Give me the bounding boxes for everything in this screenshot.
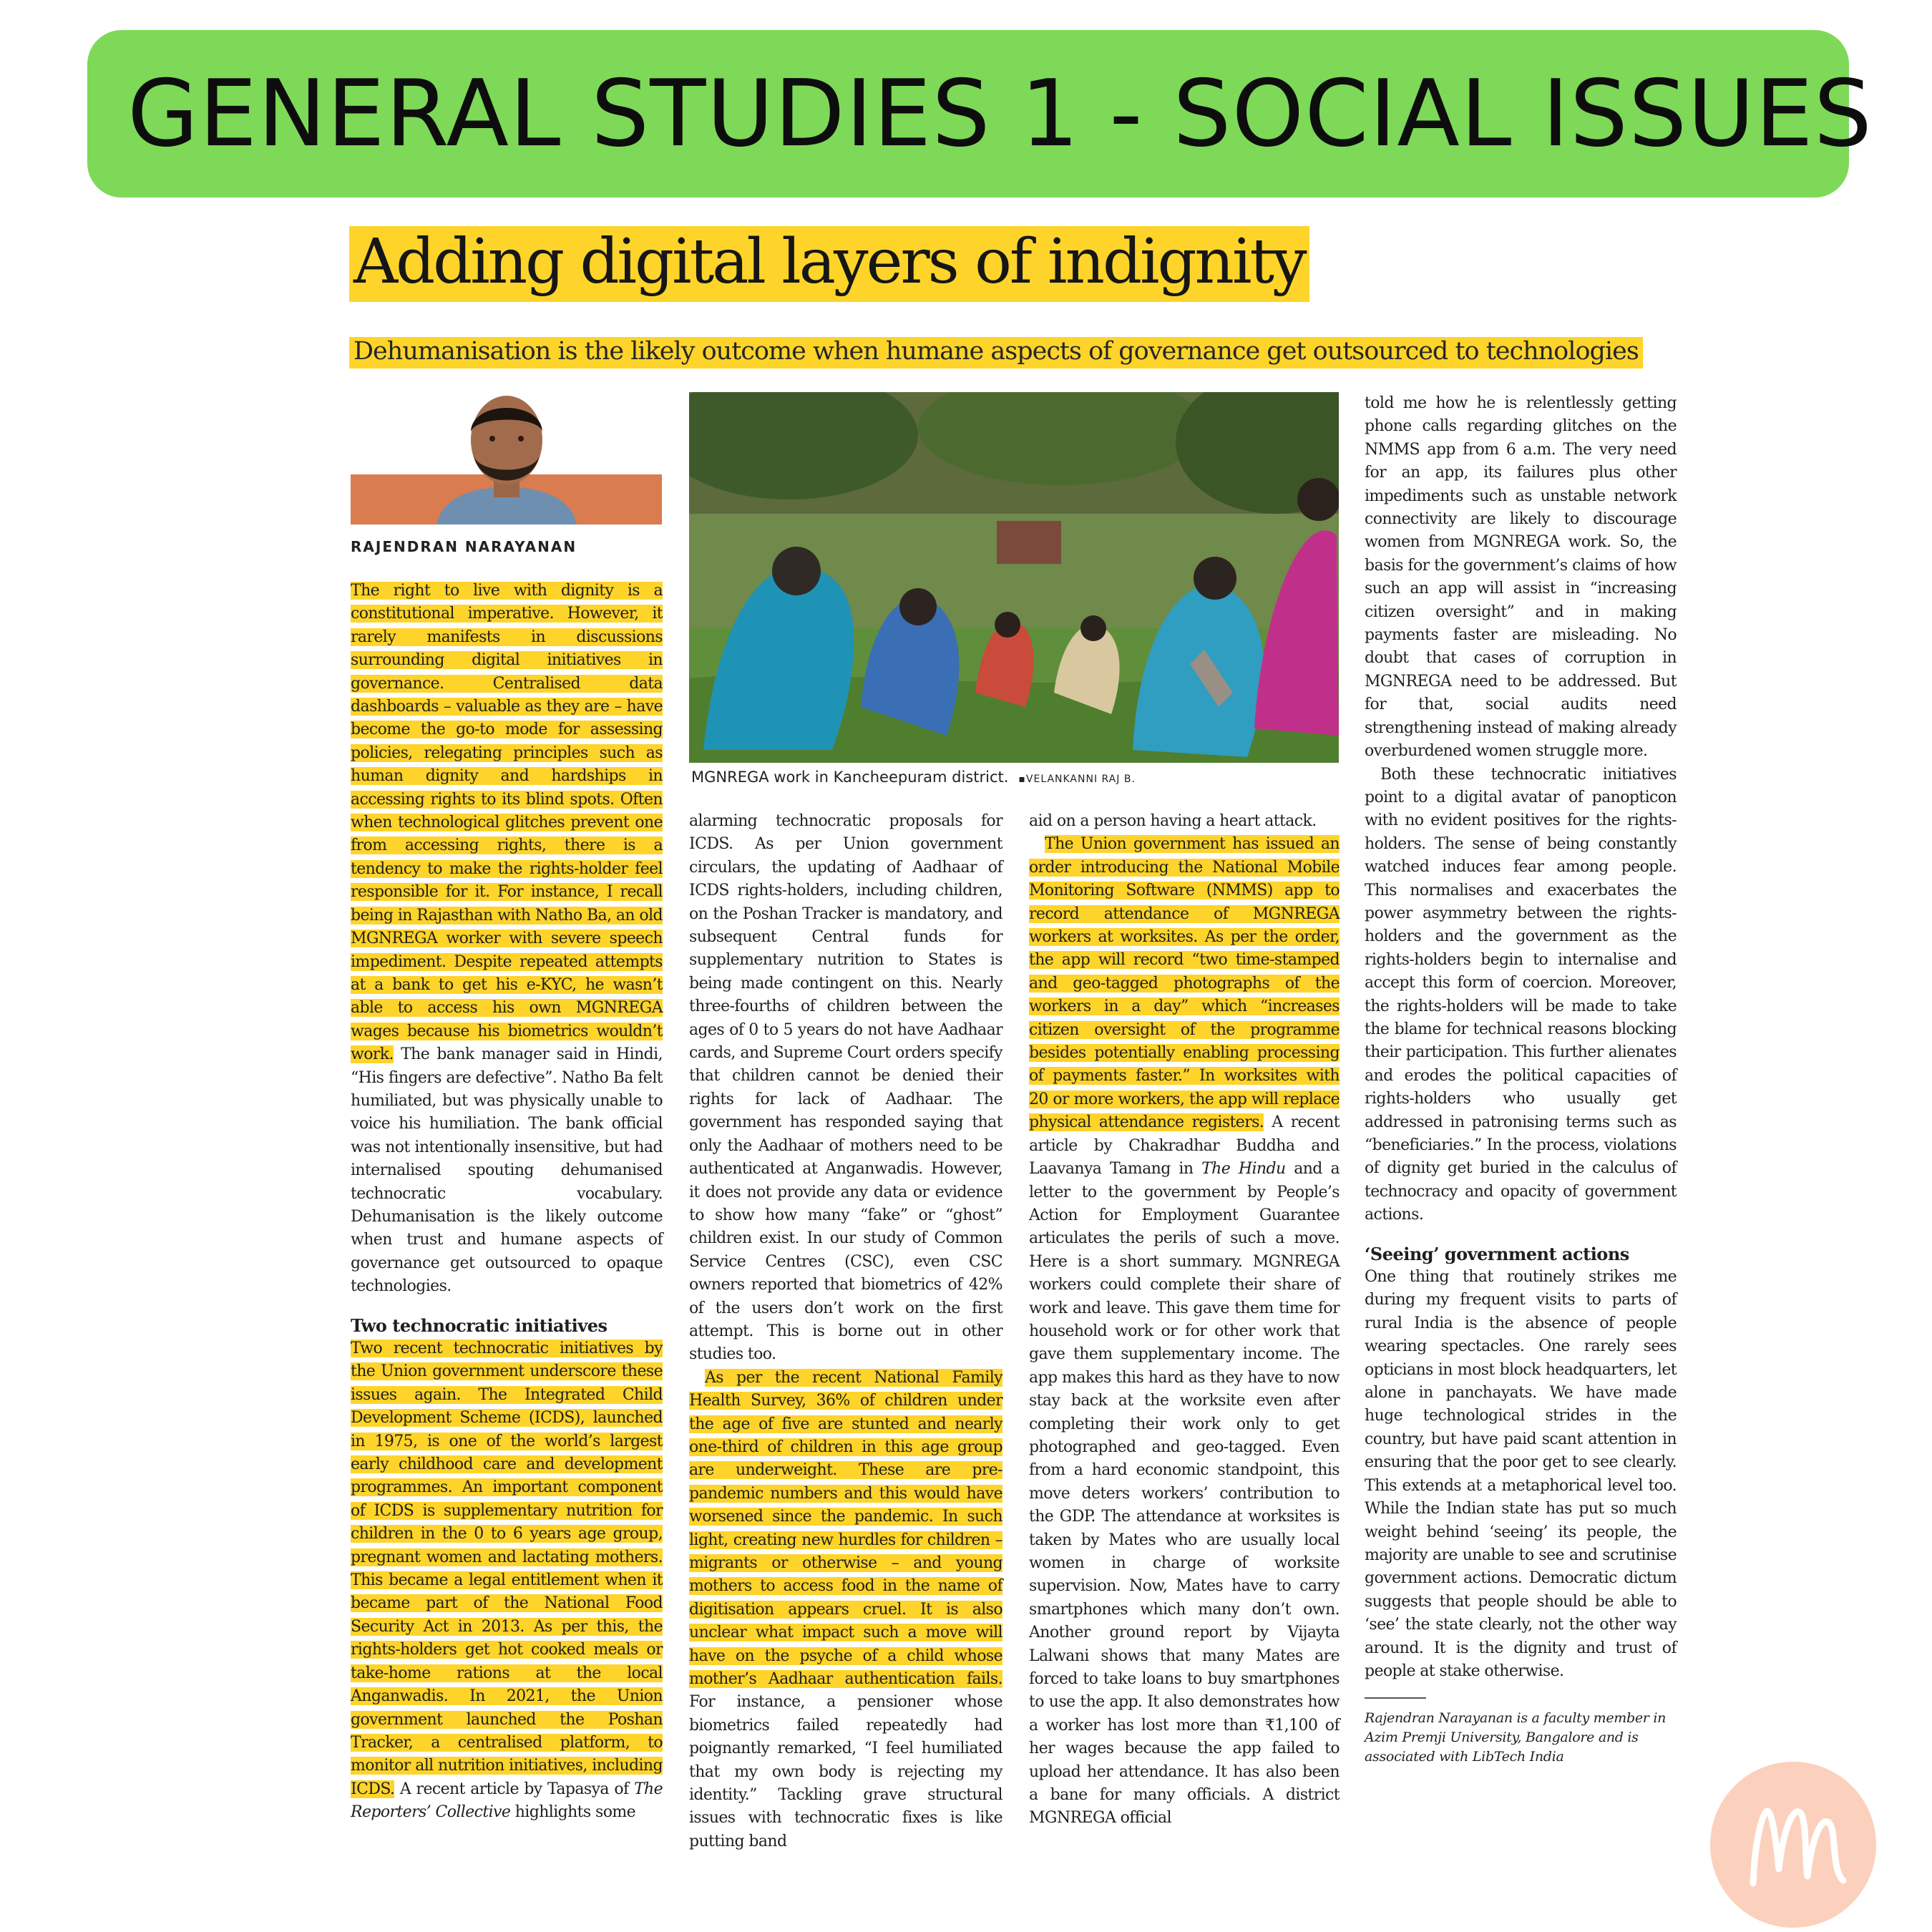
author-portrait	[351, 390, 662, 525]
article-headline: Adding digital layers of indignity	[349, 228, 1309, 296]
paragraph: Two recent technocratic initiatives by the Union government underscore these issues again. The Integrated Child Development Scheme (ICDS), launched in 1975, is one of the world’s largest early childhood care and development programmes. An important component of ICDS is supplementary nutrition for children in the 0 to 6 years age group, pregnant women and lactating mothers. This became a legal entitlement when it became part of the National Food Security Act in 2013. As per this, the rights-holders get hot cooked meals or take-home rations at the local Anganwadis. In 2021, the Union government launched the Poshan Tracker, a centralised platform, to monitor all nutrition initiatives, including ICDS. A recent article by Tapasya of The Reporters’ Collective highlights some	[351, 1340, 663, 1822]
photo-caption: MGNREGA work in Kancheepuram district. ▪VELANKANNI RAJ B.	[691, 769, 1136, 786]
paragraph: told me how he is relentlessly getting phone calls regarding glitches on the NMMS app from 6 a.m. The very need for an app, its failures plus other impediments such as unstable network connectivity are likely to discourage women from MGNREGA work. So, the basis for the government’s claims of how such an app will assist in “increasing citizen oversight” and in making payments faster are misleading. No doubt that cases of corruption in MGNREGA need to be addressed. But for that, social audits need strengthening instead of making already overburdened women struggle more.	[1365, 394, 1677, 761]
paragraph: Both these technocratic initiatives point to a digital avatar of panopticon with no evident positives for the rights-holders. The sense of being constantly watched induces fear among people. This normalises and exacerbates the power asymmetry between the rights-holders and the government as the rights-holders begin to internalise and accept this form of coercion. Moreover, the rights-holders will be made to take the blame for technical reasons blocking their participation. This further alienates and erodes the political capacities of rights-holders who usually get addressed in patronising terms such as “beneficiaries.” In the process, violations of dignity get buried in the calculus of technocracy and opacity of government actions.	[1365, 765, 1677, 1224]
highlighted-text: Two recent technocratic initiatives by the Union government underscore these issues again. The Integrated Child Development Scheme (ICDS), launched in 1975, is one of the world’s largest early childhood care and development programmes. An important component of ICDS is supplementary nutrition for children in the 0 to 6 years age group, pregnant women and lactating mothers. This became a legal entitlement when it became part of the National Food Security Act in 2013. As per this, the rights-holders get hot cooked meals or take-home rations at the local Anganwadis. In 2021, the Union government launched the Poshan Tracker, a centralised platform, to monitor all nutrition initiatives, including ICDS.	[351, 1340, 663, 1798]
author-bio: Rajendran Narayanan is a faculty member in Azim Premji University, Bangalore and is associated with LibTech India	[1365, 1710, 1667, 1765]
section-banner	[87, 30, 1873, 197]
article-column-1	[351, 580, 663, 1825]
article-deck: Dehumanisation is the likely outcome when humane aspects of governance get outsourced to technologies	[349, 336, 1643, 368]
article-column-3	[1029, 810, 1340, 1830]
banner-label: GENERAL STUDIES 1 - SOCIAL ISSUES	[127, 60, 1873, 167]
paragraph: One thing that routinely strikes me during my frequent visits to parts of rural India is the absence of people wearing spectacles. One rarely sees opticians in most block headquarters, let alone in panchayats. We have made huge technological strides in the country, but have paid scant attention in ensuring that the poor get to see clearly. This extends at a metaphorical level too. While the Indian state has put so much weight behind ‘seeing’ its people, the majority are unable to see and scrutinise government actions. Democratic dictum suggests that people should be able to ‘see’ the state clearly, not the other way around. It is the dignity and trust of people at stake otherwise.	[1365, 1268, 1677, 1680]
paragraph: alarming technocratic proposals for ICDS. As per Union government circulars, the updating of Aadhaar of ICDS rights-holders, including children, on the Poshan Tracker is mandatory, and subsequent Central funds for supplementary nutrition to States is being made contingent on this. Nearly three-fourths of children between the ages of 0 to 5 years do not have Aadhaar cards, and Supreme Court orders specify that children cannot be denied their rights for lack of Aadhaar. The government has responded saying that only the Aadhaar of mothers need to be authenticated at Anganwadis. However, it does not provide any data or evidence to show how many “fake” or “ghost” children exist. In our study of Common Service Centres (CSC), even CSC owners reported that biometrics of 42% of the users don’t work on the first attempt. This is borne out in other studies too.	[689, 812, 1002, 1364]
subheading: ‘Seeing’ government actions	[1365, 1243, 1629, 1264]
mgnrega-work-photo	[689, 392, 1339, 763]
paragraph: As per the recent National Family Health Survey, 36% of children under the age of five are stunted and nearly one-third of children in this age group are underweight. These are pre-pandemic numbers and this would have worsened since the pandemic. In such light, creating new hurdles for children – migrants or otherwise – and young mothers to access food in the name of digitisation appears cruel. It is also unclear what impact such a move will have on the psyche of a child whose mother’s Aadhaar authentication fails. For instance, a pensioner whose biometrics failed repeatedly had poignantly remarked, “I feel humiliated that my own body is rejecting my identity.” Tackling grave structural issues with technocratic fixes is like putting band	[689, 1368, 1002, 1850]
author-byline: RAJENDRAN NARAYANAN	[351, 538, 577, 555]
article-column-4	[1365, 392, 1677, 1767]
subheading: Two technocratic initiatives	[351, 1314, 608, 1336]
highlighted-text: The Union government has issued an order introducing the National Mobile Monitoring Software (NMMS) app to record attendance of MGNREGA workers at worksites. As per the order, the app will record “two time-stamped and geo-tagged photographs of the workers in a day” which “increases citizen oversight of the programme besides potentially enabling processing of payments faster.” In worksites with 20 or more workers, the app will replace physical attendance registers.	[1029, 835, 1340, 1132]
paragraph: The right to live with dignity is a constitutional imperative. However, it rarely manifests in discussions surrounding digital initiatives in governance. Centralised data dashboards – valuable as they are – have become the go-to mode for assessing policies, relegating principles such as human dignity and hardships in accessing rights to its blind spots. Often when technological glitches prevent one from accessing rights, there is a tendency to make the rights-holder feel responsible for it. For instance, I recall being in Rajasthan with Natho Ba, an old MGNREGA worker with severe speech impediment. Despite repeated attempts at a bank to get his e-KYC, he wasn’t able to access his own MGNREGA wages because his biometrics wouldn’t work. The bank manager said in Hindi, “His fingers are defective”. Natho Ba felt humiliated, but was physically unable to voice his humiliation. The bank official was not intentionally insensitive, but had internalised spouting dehumanised technocratic vocabulary. Dehumanisation is the likely outcome when trust and humane aspects of governance get outsourced to opaque technologies.	[351, 582, 663, 1296]
m-logo-icon	[1710, 1762, 1876, 1928]
highlighted-text: As per the recent National Family Health Survey, 36% of children under the age of five are stunted and nearly one-third of children in this age group are underweight. These are pre-pandemic numbers and this would have worsened since the pandemic. In such light, creating new hurdles for children – migrants or otherwise – and young mothers to access food in the name of digitisation appears cruel. It is also unclear what impact such a move will have on the psyche of a child whose mother’s Aadhaar authentication fails.	[689, 1368, 1002, 1689]
highlighted-text: The right to live with dignity is a constitutional imperative. However, it rarely manifests in discussions surrounding digital initiatives in governance. Centralised data dashboards – valuable as they are – have become the go-to mode for assessing policies, relegating principles such as human dignity and hardships in accessing rights to its blind spots. Often when technological glitches prevent one from accessing rights, there is a tendency to make the rights-holder feel responsible for it. For instance, I recall being in Rajasthan with Natho Ba, an old MGNREGA worker with severe speech impediment. Despite repeated attempts at a bank to get his e-KYC, he wasn’t able to access his own MGNREGA wages because his biometrics wouldn’t work.	[351, 582, 663, 1064]
paragraph: aid on a person having a heart attack.	[1029, 812, 1317, 830]
paragraph: The Union government has issued an order introducing the National Mobile Monitoring Software (NMMS) app to record attendance of MGNREGA workers at worksites. As per the order, the app will record “two time-stamped and geo-tagged photographs of the workers in a day” which “increases citizen oversight of the programme besides potentially enabling processing of payments faster.” In worksites with 20 or more workers, the app will replace physical attendance registers. A recent article by Chakradhar Buddha and Laavanya Tamang in The Hindu and a letter to the government by People’s Action for Employment Guarantee articulates the perils of such a move. Here is a short summary. MGNREGA workers could complete their share of work and leave. This gave them time for household work or for other work that gave them supplementary income. The app makes this hard as they have to now stay back at the worksite even after completing their work only to get photographed and geo-tagged. Even from a hard economic standpoint, this move deters workers’ contribution to the GDP. The attendance at worksites is taken by Mates who are usually local women in charge of worksite supervision. Now, Mates have to carry smartphones which many don’t own. Another ground report by Vijayta Lalwani shows that many Mates are forced to take loans to buy smartphones to use the app. It also demonstrates how a worker has lost more than ₹1,100 of her wages because the app failed to upload her attendance. It has also been a bane for many officials. A district MGNREGA official	[1029, 835, 1340, 1828]
divider	[1365, 1697, 1426, 1699]
article-column-2	[689, 810, 1002, 1853]
photo-credit: ▪VELANKANNI RAJ B.	[1018, 774, 1136, 785]
